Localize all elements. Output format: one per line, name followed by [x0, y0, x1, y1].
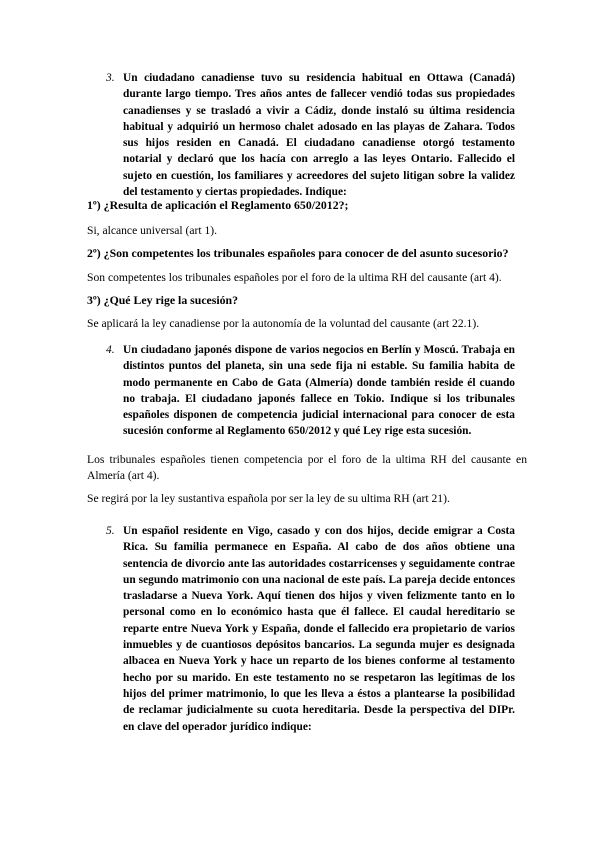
question-3-sub-3: 3º) ¿Qué Ley rige la sucesión? [87, 293, 239, 307]
question-3-number: 3. [106, 72, 115, 84]
question-3-sub-1: 1º) ¿Resulta de aplicación el Reglamento 650/2012?; [87, 198, 349, 212]
question-3-sub-2: 2º) ¿Son competentes los tribunales españoles para conocer de del asunto sucesorio? [87, 246, 509, 260]
question-3-answer-1: Si, alcance universal (art 1). [87, 224, 218, 237]
question-4-answer-1: Los tribunales españoles tienen competencia por el foro de la ultima RH del causante en Almería (art 4). [87, 453, 527, 482]
question-3-answer-3: Se aplicará la ley canadiense por la autonomía de la voluntad del causante (art 22.1). [87, 317, 480, 330]
question-4-number: 4. [106, 344, 115, 356]
question-3-text: Un ciudadano canadiense tuvo su residencia habitual en Ottawa (Canadá) durante largo tiempo. Tres años antes de fallecer vendió todas sus propiedades canadienses y se trasladó a vivir a Cádiz, donde instaló su última residencia habitual y adquirió un hermoso chalet adosado en las playas de Zahara. Todos sus hijos residen en Canadá. El ciudadano canadiense otorgó testamento notarial y declaró que los hacía con arreglo a las leyes Ontario. Fallecido el sujeto en cuestión, los familiares y acreedores del sujeto litigan sobre la validez del testamento y ciertas propiedades. Indique: [123, 72, 515, 199]
question-4-text: Un ciudadano japonés dispone de varios negocios en Berlín y Moscú. Trabaja en distintos puntos del planeta, sin una sede fija ni estable. Su familia habita de modo permanente en Cabo de Gata (Almería) donde también reside él cuando no trabaja. El ciudadano japonés fallece en Tokio. Indique si los tribunales españoles disponen de competencia judicial internacional para conocer de esta sucesión conforme al Reglamento 650/2012 y qué Ley rige esta sucesión. [123, 344, 515, 438]
question-5-text: Un español residente en Vigo, casado y con dos hijos, decide emigrar a Costa Rica. Su familia permanece en España. Al cabo de dos años obtiene una sentencia de divorcio ante las autoridades costarricenses y seguidamente contrae un segundo matrimonio con una nacional de este país. La pareja decide entonces trasladarse a Nueva York. Aquí tienen dos hijos y viven felizmente tanto en lo personal como en lo económico hasta que él fallece. El caudal hereditario se reparte entre Nueva York y España, donde el fallecido era propietario de varios inmuebles y de cuantiosos depósitos bancarios. La segunda mujer es designada albacea en Nueva York y hace un reparto de los bienes conforme al testamento hecho por su marido. En este testamento no se respetaron las legítimas de los hijos del primer matrimonio, lo que les lleva a éstos a plantearse la posibilidad de reclamar judicialmente su cuota hereditaria. Desde la perspectiva del DIPr. en clave del operador jurídico indique: [123, 525, 515, 733]
question-4-answer-2: Se regirá por la ley sustantiva española por ser la ley de su ultima RH (art 21). [87, 492, 450, 505]
question-5-number: 5. [106, 525, 115, 537]
question-3-answer-2: Son competentes los tribunales españoles por el foro de la ultima RH del causante (art 4). [87, 271, 502, 284]
